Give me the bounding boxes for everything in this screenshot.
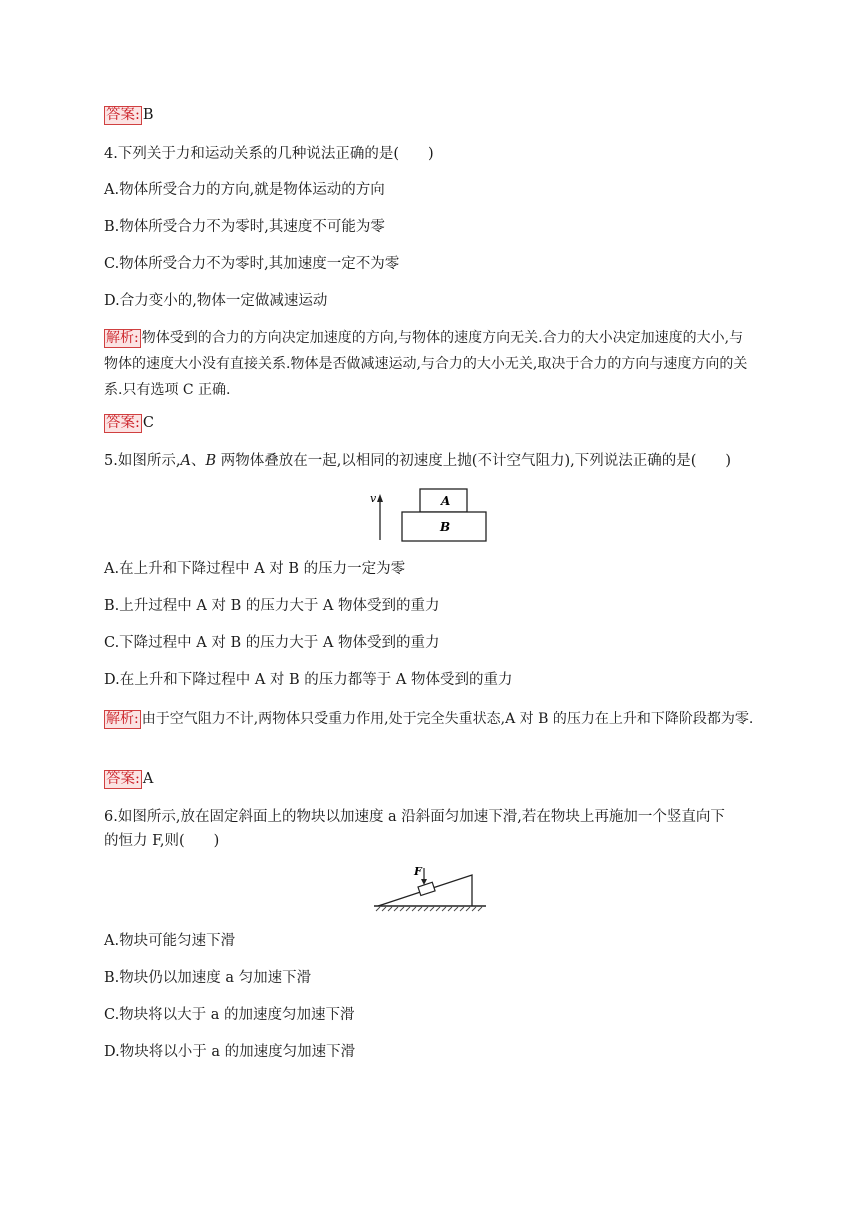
q6-option-c: C.物块将以大于 a 的加速度匀加速下滑 (104, 1007, 355, 1023)
analysis-tag: 解析: (106, 711, 139, 727)
q6-option-b: B.物块仍以加速度 a 匀加速下滑 (104, 970, 312, 986)
q4-option-a: A.物体所受合力的方向,就是物体运动的方向 (104, 182, 385, 198)
block-on-incline (418, 882, 435, 895)
q5-answer (104, 769, 153, 789)
q5-analysis-text: 由于空气阻力不计,两物体只受重力作用,处于完全失重状态,A 对 B 的压力在上升和下降阶段都为零. (141, 711, 754, 727)
answer-value: A (142, 771, 154, 787)
analysis-tag: 解析: (106, 330, 139, 346)
q6-stem-line1: 6.如图所示,放在固定斜面上的物块以加速度 a 沿斜面匀加速下滑,若在物块上再施加一个竖直向下 (104, 809, 725, 825)
q5-stem-post: 两物体叠放在一起,以相同的初速度上抛(不计空气阻力),下列说法正确的是( ) (216, 453, 732, 469)
q5-option-d: D.在上升和下降过程中 A 对 B 的压力都等于 A 物体受到的重力 (104, 672, 513, 688)
answer-tag: 答案: (106, 107, 140, 123)
block-b-label: B (440, 520, 451, 534)
q4-option-b: B.物体所受合力不为零时,其速度不可能为零 (104, 219, 385, 235)
q5-stem-b: B (205, 453, 217, 469)
answer-value: B (142, 107, 154, 123)
q5-stem-a: A (180, 453, 191, 469)
velocity-arrow-head (377, 494, 383, 502)
ground-hatch (376, 907, 482, 911)
q6-stem-line2: 的恒力 F,则( ) (104, 833, 220, 849)
answer-prev (104, 105, 154, 125)
force-label: F (414, 865, 422, 878)
q4-option-c: C.物体所受合力不为零时,其加速度一定不为零 (104, 256, 400, 272)
q5-stem (104, 451, 731, 471)
q4-option-d: D.合力变小的,物体一定做减速运动 (104, 293, 328, 309)
answer-value: C (142, 415, 154, 431)
block-a-label: A (441, 494, 451, 508)
answer-tag: 答案: (106, 415, 140, 431)
q5-option-c: C.下降过程中 A 对 B 的压力大于 A 物体受到的重力 (104, 635, 440, 651)
q5-stem-pre: 5.如图所示, (104, 453, 181, 469)
q5-option-b: B.上升过程中 A 对 B 的压力大于 A 物体受到的重力 (104, 598, 440, 614)
q4-analysis (104, 325, 754, 403)
velocity-label: v (370, 492, 377, 505)
q6-figure-incline (368, 862, 488, 914)
q6-option-d: D.物块将以小于 a 的加速度匀加速下滑 (104, 1044, 356, 1060)
q5-figure-stacked-blocks (360, 484, 495, 546)
q4-stem: 4.下列关于力和运动关系的几种说法正确的是( ) (104, 146, 434, 162)
q6-option-a: A.物块可能匀速下滑 (104, 933, 236, 949)
q4-analysis-text: 物体受到的合力的方向决定加速度的方向,与物体的速度方向无关.合力的大小决定加速度的大小,与物体的速度大小没有直接关系.物体是否做减速运动,与合力的大小无关,取决于合力的方向与速度方向的关系.只有选项 C 正确. (104, 330, 748, 398)
answer-tag: 答案: (106, 771, 140, 787)
q5-analysis (104, 706, 754, 732)
q4-answer (104, 413, 154, 433)
q5-stem-sep: 、 (190, 453, 206, 469)
q5-option-a: A.在上升和下降过程中 A 对 B 的压力一定为零 (104, 561, 406, 577)
